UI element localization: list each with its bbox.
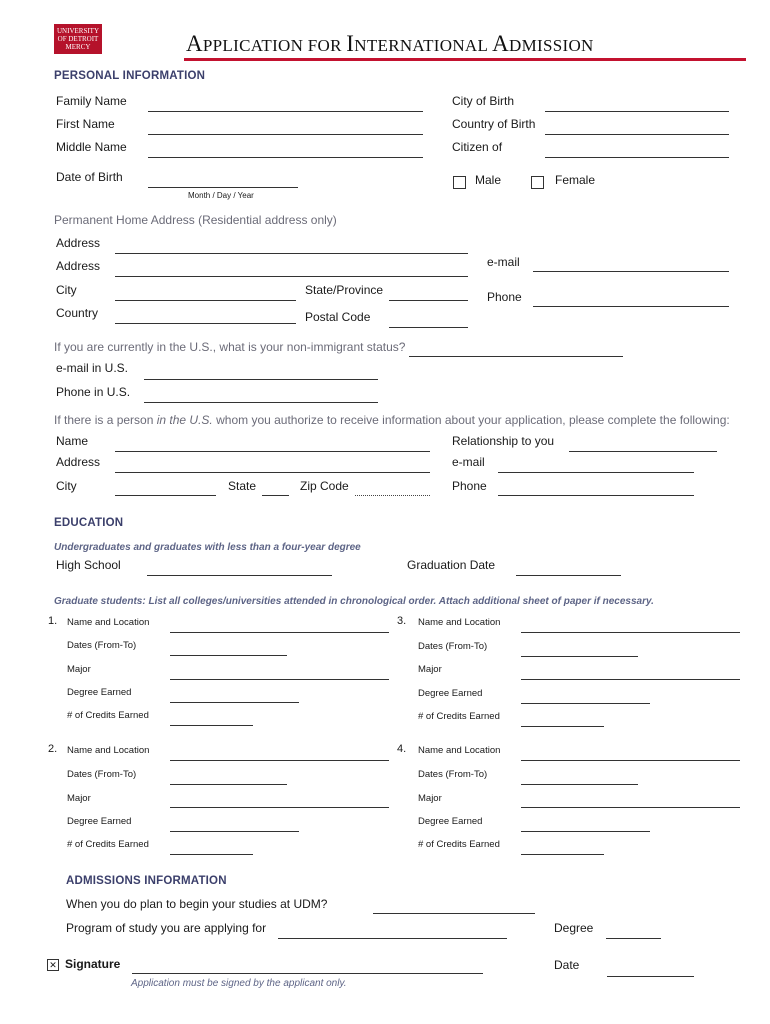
entry-4-name-label: Name and Location: [418, 745, 501, 756]
contact-state-label: State: [228, 479, 257, 493]
entry-1-major-field[interactable]: [170, 679, 389, 680]
dob-field[interactable]: [148, 187, 298, 188]
middle-name-label: Middle Name: [56, 140, 127, 154]
female-label: Female: [555, 173, 596, 187]
email-field[interactable]: [533, 271, 729, 272]
entry-4-major-field[interactable]: [521, 807, 740, 808]
entry-4-credits-field[interactable]: [521, 854, 604, 855]
entry-3-degree-label: Degree Earned: [418, 688, 483, 699]
entry-2-major-label: Major: [67, 793, 91, 804]
entry-1-name-field[interactable]: [170, 632, 389, 633]
begin-studies-field[interactable]: [373, 913, 535, 914]
female-checkbox[interactable]: [531, 176, 544, 189]
postal-code-label: Postal Code: [305, 310, 371, 324]
city-of-birth-field[interactable]: [545, 111, 729, 112]
university-logo: [54, 24, 102, 54]
entry-4-degree-label: Degree Earned: [418, 816, 483, 827]
contact-city-field[interactable]: [115, 495, 216, 496]
contact-name-field[interactable]: [115, 451, 430, 452]
logo-line-1: UNIVERSITY: [57, 27, 99, 35]
contact-name-label: Name: [56, 434, 89, 448]
state-province-field[interactable]: [389, 300, 468, 301]
entry-3-credits-label: # of Credits Earned: [418, 711, 500, 722]
entry-3-number: 3.: [397, 615, 407, 627]
entry-1-dates-label: Dates (From-To): [67, 640, 137, 651]
status-question: If you are currently in the U.S., what is your non-immigrant status?: [54, 340, 406, 354]
contact-email-label: e-mail: [452, 455, 485, 469]
entry-2-name-label: Name and Location: [67, 745, 150, 756]
country-label: Country: [56, 306, 99, 320]
contact-phone-label: Phone: [452, 479, 487, 493]
entry-4-degree-field[interactable]: [521, 831, 650, 832]
contact-city-label: City: [56, 479, 77, 493]
entry-3-name-label: Name and Location: [418, 617, 501, 628]
degree-label: Degree: [554, 921, 594, 935]
entry-1-credits-field[interactable]: [170, 725, 253, 726]
email-us-label: e-mail in U.S.: [56, 361, 129, 375]
contact-email-field[interactable]: [498, 472, 694, 473]
city-of-birth-label: City of Birth: [452, 94, 515, 108]
status-field[interactable]: [409, 356, 623, 357]
entry-3-credits-field[interactable]: [521, 726, 604, 727]
entry-3-degree-field[interactable]: [521, 703, 650, 704]
citizen-of-label: Citizen of: [452, 140, 503, 154]
entry-2-dates-field[interactable]: [170, 784, 287, 785]
entry-4-dates-field[interactable]: [521, 784, 638, 785]
begin-studies-question: When you do plan to begin your studies at UDM?: [66, 897, 328, 911]
entry-3-major-field[interactable]: [521, 679, 740, 680]
entry-3-major-label: Major: [418, 664, 442, 675]
program-question: Program of study you are applying for: [66, 921, 267, 935]
contact-instructions: If there is a person in the U.S. whom you authorize to receive information about your application, please complete the following:: [54, 413, 730, 427]
entry-1-number: 1.: [48, 615, 58, 627]
contact-address-label: Address: [56, 455, 101, 469]
graduate-note: Graduate students: List all colleges/universities attended in chronological order. Attach additional sheet of paper if necessary.: [54, 596, 654, 607]
degree-field[interactable]: [606, 938, 661, 939]
address1-label: Address: [56, 236, 101, 250]
middle-name-field[interactable]: [148, 157, 423, 158]
contact-state-field[interactable]: [262, 495, 289, 496]
entry-1-name-label: Name and Location: [67, 617, 150, 628]
first-name-label: First Name: [56, 117, 115, 131]
graduation-date-label: Graduation Date: [407, 558, 496, 572]
entry-2-credits-label: # of Credits Earned: [67, 839, 149, 850]
entry-2-name-field[interactable]: [170, 760, 389, 761]
entry-4-name-field[interactable]: [521, 760, 740, 761]
contact-zip-field[interactable]: [355, 495, 430, 496]
phone-us-label: Phone in U.S.: [56, 385, 131, 399]
email-label: e-mail: [487, 255, 520, 269]
entry-2-major-field[interactable]: [170, 807, 389, 808]
entry-2-degree-label: Degree Earned: [67, 816, 132, 827]
address2-field[interactable]: [115, 276, 468, 277]
first-name-field[interactable]: [148, 134, 423, 135]
entry-3-dates-field[interactable]: [521, 656, 638, 657]
entry-2-dates-label: Dates (From-To): [67, 769, 137, 780]
entry-1-major-label: Major: [67, 664, 91, 675]
entry-2-degree-field[interactable]: [170, 831, 299, 832]
email-us-field[interactable]: [144, 379, 378, 380]
entry-4-number: 4.: [397, 743, 407, 755]
entry-1-degree-label: Degree Earned: [67, 687, 132, 698]
admissions-heading: ADMISSIONS INFORMATION: [66, 875, 227, 887]
dob-label: Date of Birth: [56, 170, 123, 184]
country-of-birth-label: Country of Birth: [452, 117, 536, 131]
country-field[interactable]: [115, 323, 296, 324]
contact-phone-field[interactable]: [498, 495, 694, 496]
graduation-date-field[interactable]: [516, 575, 621, 576]
entry-1-degree-field[interactable]: [170, 702, 299, 703]
title-underline: [184, 58, 746, 61]
male-checkbox[interactable]: [453, 176, 466, 189]
address1-field[interactable]: [115, 253, 468, 254]
entry-1-dates-field[interactable]: [170, 655, 287, 656]
contact-zip-label: Zip Code: [300, 479, 349, 493]
entry-2-credits-field[interactable]: [170, 854, 253, 855]
relationship-label: Relationship to you: [452, 434, 555, 448]
contact-address-field[interactable]: [115, 472, 430, 473]
signature-label: Signature: [65, 957, 121, 971]
city-field[interactable]: [115, 300, 296, 301]
high-school-field[interactable]: [147, 575, 332, 576]
city-label: City: [56, 283, 77, 297]
entry-1-credits-label: # of Credits Earned: [67, 710, 149, 721]
phone-label: Phone: [487, 290, 522, 304]
phone-us-field[interactable]: [144, 402, 378, 403]
signature-field[interactable]: [132, 973, 483, 974]
page-title: APPLICATION FOR INTERNATIONAL ADMISSION: [186, 31, 594, 56]
family-name-label: Family Name: [56, 94, 127, 108]
education-heading: EDUCATION: [54, 517, 124, 529]
date-field[interactable]: [607, 976, 694, 977]
state-province-label: State/Province: [305, 283, 384, 297]
country-of-birth-field[interactable]: [545, 134, 729, 135]
dob-hint: Month / Day / Year: [188, 191, 254, 200]
undergrad-note: Undergraduates and graduates with less than a four-year degree: [54, 542, 361, 553]
phone-field[interactable]: [533, 306, 729, 307]
male-label: Male: [475, 173, 502, 187]
entry-2-number: 2.: [48, 743, 58, 755]
entry-4-dates-label: Dates (From-To): [418, 769, 488, 780]
personal-info-heading: PERSONAL INFORMATION: [54, 70, 206, 82]
date-label: Date: [554, 958, 580, 972]
perm-address-heading: Permanent Home Address (Residential address only): [54, 213, 337, 227]
postal-code-field[interactable]: [389, 327, 468, 328]
address2-label: Address: [56, 259, 101, 273]
signature-note: Application must be signed by the applicant only.: [131, 978, 347, 989]
entry-4-major-label: Major: [418, 793, 442, 804]
entry-4-credits-label: # of Credits Earned: [418, 839, 500, 850]
high-school-label: High School: [56, 558, 121, 572]
logo-line-3: MERCY: [65, 43, 91, 51]
citizen-of-field[interactable]: [545, 157, 729, 158]
relationship-field[interactable]: [569, 451, 717, 452]
entry-3-dates-label: Dates (From-To): [418, 641, 488, 652]
signature-marker-icon: ✕: [47, 959, 59, 971]
entry-3-name-field[interactable]: [521, 632, 740, 633]
logo-line-2: OF DETROIT: [57, 35, 99, 43]
family-name-field[interactable]: [148, 111, 423, 112]
program-field[interactable]: [278, 938, 507, 939]
